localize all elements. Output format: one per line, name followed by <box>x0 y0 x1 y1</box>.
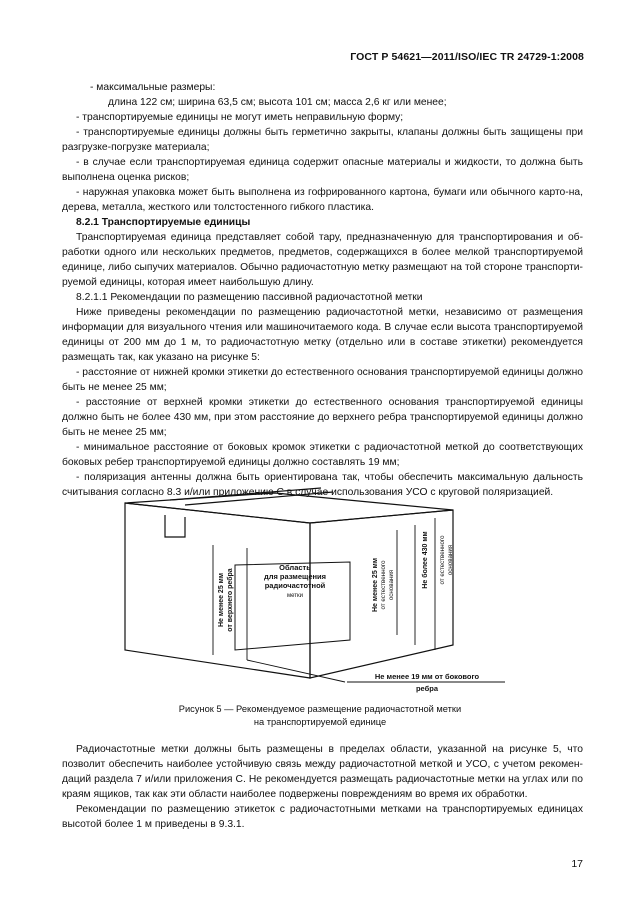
area-label: Область <box>279 563 311 572</box>
mid-dim-label: Не менее 25 мм <box>372 557 379 613</box>
list-item: - наружная упаковка может быть выполнена из гофрированного картона, бумаги или обычного карто-на, дерева, металла, жесткого или толстостенного гибкого пластика. <box>62 187 583 213</box>
box-diagram <box>115 470 515 695</box>
mid-dim-label: основания <box>388 569 395 601</box>
paragraph: Транспортируемая единица представляет собой тару, предназначенную для транспортирования и об-работки одного или нескольких предметов, предметов, содержащихся в более мелкой транспортируемой единице, либо сыпучих материалов. Обычно радиочастотную метку размещают на той стороне транспорти-руемой единицы, которая имеет наибольшую длину. <box>62 232 583 288</box>
document-header: ГОСТ Р 54621—2011/ISO/IEC TR 24729-1:2008 <box>350 51 584 63</box>
figure-5 <box>115 470 515 695</box>
area-label: для размещения <box>263 572 327 581</box>
area-label: метки <box>287 593 303 599</box>
figure-caption <box>150 703 490 729</box>
list-item: длина 122 см; ширина 63,5 см; высота 101 см; масса 2,6 кг или менее; <box>108 97 447 108</box>
main-text <box>62 80 583 500</box>
paragraph: Радиочастотные метки должны быть размещены в пределах области, указанной на рисунке 5, что позволит обеспечить наиболее устойчивую связь между радиочастотной меткой и УСО, с учетом рекомен-даций раздела 7 и/или приложения С. Не рекомендуется размещать радиочастотные метки на углах или по краям ящиков, так как эти области наиболее подвержены повреждениям во время их обработки. <box>62 744 583 800</box>
list-item: - поляризация антенны должна быть ориентирована так, чтобы обеспечить максимальную дальность считывания согласно 8.3 и/или приложению С в случае использования УСО с круговой поляризацией. <box>62 472 583 498</box>
paragraph: Ниже приведены рекомендации по размещению радиочастотной метки, независимо от размещения информации для визуального чтения или машиночитаемого кода. В случае если высота транспортируемой единицы от 200 мм до 1 м, то радиочастотную метку (отдельно или в составе этикетки) рекомендуется размещать так, как указано на рисунке 5: <box>62 307 583 363</box>
right-dim-label: основания <box>447 544 454 576</box>
right-dim-label: Не более 430 мм <box>422 531 429 589</box>
area-label: радиочастотной <box>264 581 326 590</box>
list-item: - максимальные размеры: <box>90 82 216 93</box>
paragraph: Рекомендации по размещению этикеток с радиочастотными метками на транспортируемых единицах высотой более 1 м приведены в 9.3.1. <box>62 804 583 830</box>
caption-line: Рисунок 5 — Рекомендуемое размещение радиочастотной метки <box>178 704 462 714</box>
list-item: - расстояние от нижней кромки этикетки до естественного основания транспортируемой единицы должно быть не менее 25 мм; <box>62 367 583 393</box>
list-item: - минимальное расстояние от боковых кромок этикетки с радиочастотной меткой до соответствующих боковых ребер транспортируемой единицы должно составлять 19 мм; <box>62 442 583 468</box>
list-item: - транспортируемые единицы не могут иметь неправильную форму; <box>76 112 404 123</box>
tape-flap <box>165 515 185 537</box>
tape-line <box>170 488 321 500</box>
page-number: 17 <box>571 858 583 870</box>
right-dim-label: от естественного <box>439 535 446 585</box>
bottom-dim-label: Не менее 19 мм от бокового <box>374 672 480 681</box>
list-item: - транспортируемые единицы должны быть герметично закрыты, клапаны должны быть защищены при разгрузке-погрузке материала; <box>62 127 583 153</box>
list-item: - в случае если транспортируемая единица содержит опасные материалы и жидкости, то должна быть выполнена оценка рисков; <box>62 157 583 183</box>
left-dim-label: Не менее 25 мм <box>218 572 225 628</box>
mid-dim-label: от естественного <box>380 560 387 610</box>
section-heading: 8.2.1 Транспортируемые единицы <box>76 217 251 228</box>
list-item: - расстояние от верхней кромки этикетки до естественного основания транспортируемой единицы должно быть не более 430 мм, при этом расстояние до верхнего ребра транспортируемой единицы должно быть не менее 25 мм; <box>62 397 583 438</box>
closing-text <box>62 742 583 832</box>
bottom-dim-label: ребра <box>415 684 439 693</box>
left-dim-label: от верхнего ребра <box>227 568 234 632</box>
subsection-heading: 8.2.1.1 Рекомендации по размещению пассивной радиочастотной метки <box>76 292 423 303</box>
caption-line: на транспортируемой единице <box>253 717 387 727</box>
